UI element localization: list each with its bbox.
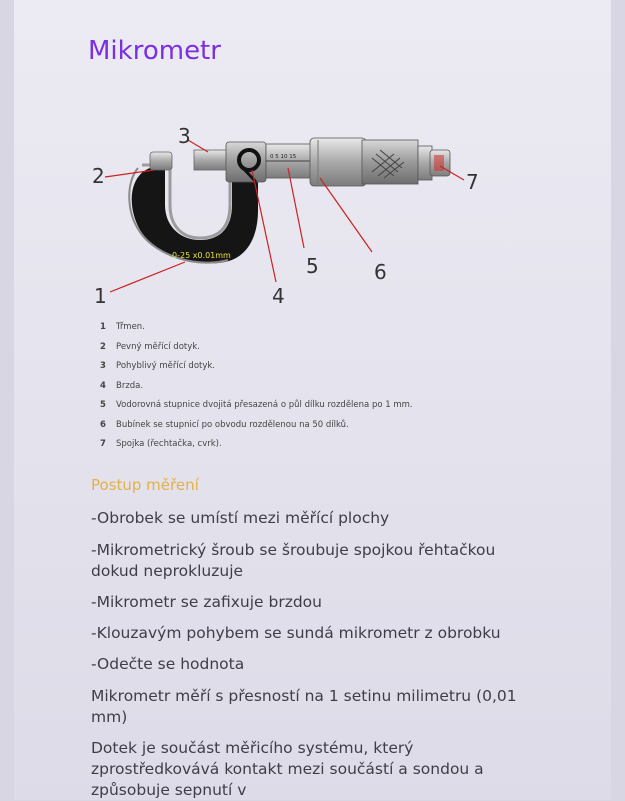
legend-item: 5 Vodorovná stupnice dvojitá přesazená o půl dílku rozdělena po 1 mm. (100, 400, 413, 410)
paragraph: -Mikrometrický šroub se šroubuje spojkou řehtačkou dokud neprokluzuje (91, 541, 496, 580)
paragraph: -Klouzavým pohybem se sundá mikrometr z obrobku (91, 624, 501, 642)
callout-7: 7 (466, 170, 479, 194)
paragraph: -Mikrometr se zafixuje brzdou (91, 593, 322, 611)
legend-item: 3 Pohyblivý měřící dotyk. (100, 361, 216, 371)
sleeve-ticks: 0 5 10 15 (270, 154, 297, 160)
callout-5: 5 (306, 254, 319, 278)
legend-item: 6 Bubínek se stupnicí po obvodu rozdělenou na 50 dílků. (100, 419, 349, 430)
frame-scale-label: 0-25 x0.01mm (172, 251, 231, 260)
section-heading: Postup měření (91, 476, 199, 494)
paragraph: -Obrobek se umístí mezi měřící plochy (91, 509, 390, 527)
callout-1: 1 (94, 284, 107, 308)
parts-legend (100, 318, 520, 455)
legend-item: 2 Pevný měřící dotyk. (100, 341, 200, 352)
anvil (150, 152, 172, 170)
page-title: Mikrometr (88, 36, 221, 66)
callout-3: 3 (178, 124, 191, 148)
callout-4: 4 (272, 284, 285, 308)
callout-6: 6 (374, 260, 387, 284)
legend-item: 1 Třmen. (100, 322, 145, 332)
paragraph: Dotek je součást měřicího systému, který zprostředkovává kontakt mezi součástí a sondou a způsobuje sepnutí v (91, 739, 484, 799)
callout-2: 2 (92, 164, 105, 188)
paragraph: Mikrometr měří s přesností na 1 setinu milimetru (0,01 mm) (91, 687, 517, 726)
legend-item: 4 Brzda. (100, 380, 144, 391)
paragraph: -Odečte se hodnota (91, 655, 245, 673)
legend-item: 7 Spojka (řechtačka, cvrk). (100, 439, 222, 449)
